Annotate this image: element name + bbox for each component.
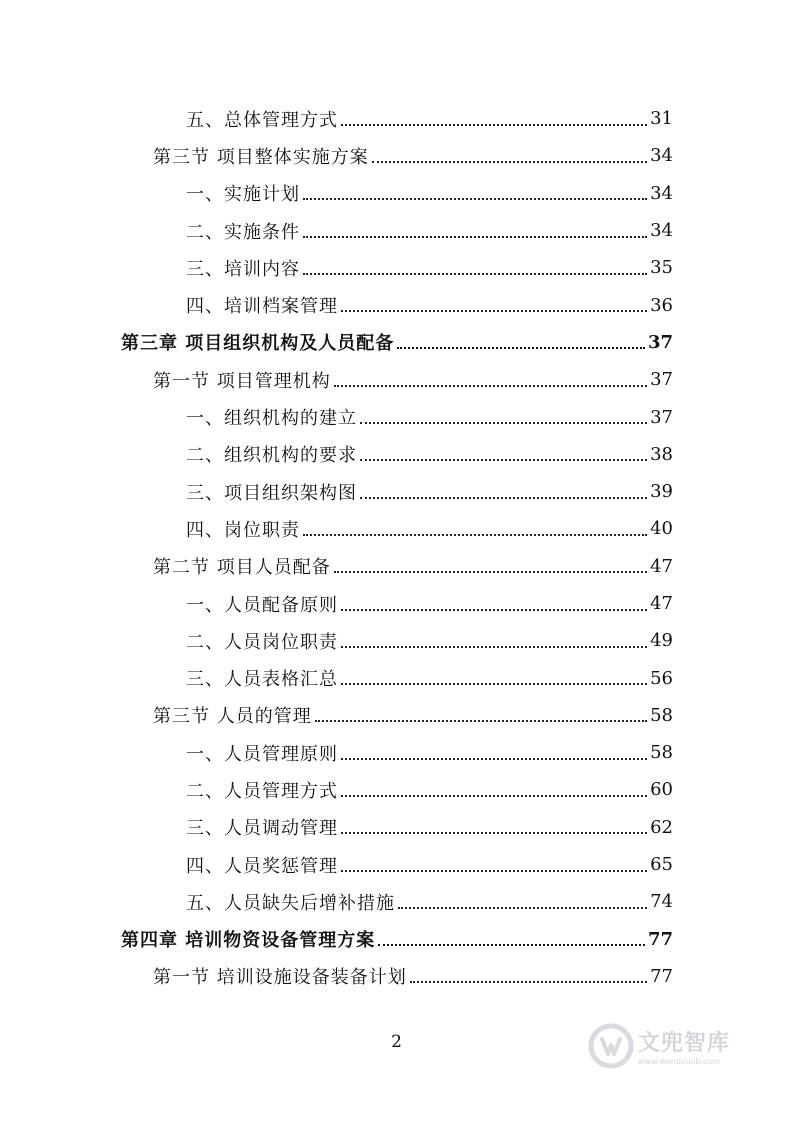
toc-entry-page: 34 <box>650 145 673 167</box>
toc-entry-label: 第二节 项目人员配备 <box>153 557 331 579</box>
toc-entry-label: 四、岗位职责 <box>186 519 300 541</box>
toc-entry-label: 第一节 项目管理机构 <box>153 370 331 392</box>
toc-dot-leader <box>360 459 647 461</box>
toc-entry-page: 39 <box>650 481 673 503</box>
toc-entry-page: 34 <box>650 220 673 242</box>
toc-entry-item[interactable] <box>0 398 793 435</box>
toc-entry-label: 五、总体管理方式 <box>186 109 338 131</box>
toc-entry-page: 34 <box>650 182 673 204</box>
toc-entry-section[interactable] <box>0 137 793 174</box>
toc-entry-item[interactable] <box>0 734 793 771</box>
toc-entry-label: 三、人员表格汇总 <box>186 669 338 691</box>
toc-entry-item[interactable] <box>0 809 793 846</box>
toc-dot-leader <box>315 720 647 722</box>
toc-dot-leader <box>303 273 647 275</box>
toc-entry-item[interactable] <box>0 585 793 622</box>
toc-entry-label: 二、人员管理方式 <box>186 780 338 802</box>
toc-entry-label: 三、培训内容 <box>186 258 300 280</box>
toc-entry-label: 第一节 培训设施设备装备计划 <box>153 967 407 989</box>
toc-entry-page: 37 <box>650 406 673 428</box>
toc-entry-page: 62 <box>650 816 673 838</box>
toc-dot-leader <box>341 795 647 797</box>
toc-dot-leader <box>341 758 647 760</box>
toc-entry-label: 第三章 项目组织机构及人员配备 <box>121 333 395 355</box>
toc-entry-label: 一、人员配备原则 <box>186 594 338 616</box>
watermark-name: 文兜智库 <box>638 1031 731 1056</box>
toc-entry-page: 40 <box>650 518 673 540</box>
toc-dot-leader <box>341 609 647 611</box>
toc-entry-section[interactable] <box>0 958 793 995</box>
toc-entry-label: 第四章 培训物资设备管理方案 <box>121 930 376 952</box>
toc-entry-item[interactable] <box>0 883 793 920</box>
toc-entry-page: 60 <box>650 779 673 801</box>
toc-entry-item[interactable] <box>0 659 793 696</box>
toc-entry-page: 77 <box>647 928 673 950</box>
toc-entry-page: 49 <box>650 630 673 652</box>
toc-dot-leader <box>303 534 647 536</box>
toc-entry-label: 第三节 项目整体实施方案 <box>153 146 369 168</box>
toc-entry-item[interactable] <box>0 510 793 547</box>
toc-entry-item[interactable] <box>0 846 793 883</box>
toc-dot-leader <box>303 236 647 238</box>
toc-entry-section[interactable] <box>0 697 793 734</box>
toc-entry-item[interactable] <box>0 249 793 286</box>
toc-dot-leader <box>341 870 647 872</box>
watermark-url: www.wendoulib.com <box>638 1057 721 1066</box>
toc-entry-section[interactable] <box>0 361 793 398</box>
toc-entry-page: 38 <box>650 443 673 465</box>
watermark <box>588 1018 758 1074</box>
toc-entry-label: 一、组织机构的建立 <box>186 408 357 430</box>
toc-dot-leader <box>410 981 647 983</box>
toc-entry-label: 三、项目组织架构图 <box>186 482 357 504</box>
toc-entry-page: 37 <box>647 331 673 353</box>
toc-entry-page: 37 <box>650 369 673 391</box>
toc-entry-chapter[interactable] <box>0 324 793 361</box>
toc-entry-page: 77 <box>650 965 673 987</box>
toc-entry-label: 三、人员调动管理 <box>186 818 338 840</box>
toc-dot-leader <box>341 683 647 685</box>
toc-entry-label: 一、实施计划 <box>186 184 300 206</box>
toc-entry-page: 36 <box>650 294 673 316</box>
toc-dot-leader <box>360 497 647 499</box>
toc-dot-leader <box>334 571 647 573</box>
toc-dot-leader <box>303 198 647 200</box>
toc-entry-section[interactable] <box>0 548 793 585</box>
toc-dot-leader <box>378 944 645 946</box>
toc-dot-leader <box>398 907 647 909</box>
toc-dot-leader <box>341 310 647 312</box>
toc-entry-page: 31 <box>650 108 673 130</box>
toc-entry-label: 二、人员岗位职责 <box>186 631 338 653</box>
toc-entry-page: 74 <box>650 891 673 913</box>
toc-entry-label: 二、实施条件 <box>186 221 300 243</box>
toc-entry-label: 一、人员管理原则 <box>186 743 338 765</box>
toc-dot-leader <box>341 646 647 648</box>
toc-entry-label: 第三节 人员的管理 <box>153 706 312 728</box>
toc-entry-item[interactable] <box>0 436 793 473</box>
toc-dot-leader <box>341 832 647 834</box>
toc-entry-page: 47 <box>650 555 673 577</box>
toc-entry-page: 58 <box>650 742 673 764</box>
toc-dot-leader <box>334 385 647 387</box>
toc-entry-item[interactable] <box>0 771 793 808</box>
toc-entry-item[interactable] <box>0 175 793 212</box>
toc-entry-item[interactable] <box>0 212 793 249</box>
toc-entry-item[interactable] <box>0 286 793 323</box>
toc-dot-leader <box>397 347 645 349</box>
toc-dot-leader <box>360 422 647 424</box>
toc-entry-page: 58 <box>650 704 673 726</box>
wendou-logo-icon <box>588 1023 634 1069</box>
toc-entry-item[interactable] <box>0 473 793 510</box>
page-number: 2 <box>391 1032 402 1052</box>
toc-dot-leader <box>341 124 647 126</box>
table-of-contents <box>0 100 793 995</box>
toc-entry-label: 四、人员奖惩管理 <box>186 855 338 877</box>
toc-entry-label: 五、人员缺失后增补措施 <box>186 892 395 914</box>
toc-entry-label: 四、培训档案管理 <box>186 296 338 318</box>
toc-entry-chapter[interactable] <box>0 921 793 958</box>
toc-entry-item[interactable] <box>0 100 793 137</box>
toc-entry-label: 二、组织机构的要求 <box>186 445 357 467</box>
toc-entry-item[interactable] <box>0 622 793 659</box>
toc-entry-page: 56 <box>650 667 673 689</box>
toc-entry-page: 65 <box>650 854 673 876</box>
toc-entry-page: 47 <box>650 593 673 614</box>
toc-dot-leader <box>372 161 647 163</box>
toc-entry-page: 35 <box>650 257 673 279</box>
